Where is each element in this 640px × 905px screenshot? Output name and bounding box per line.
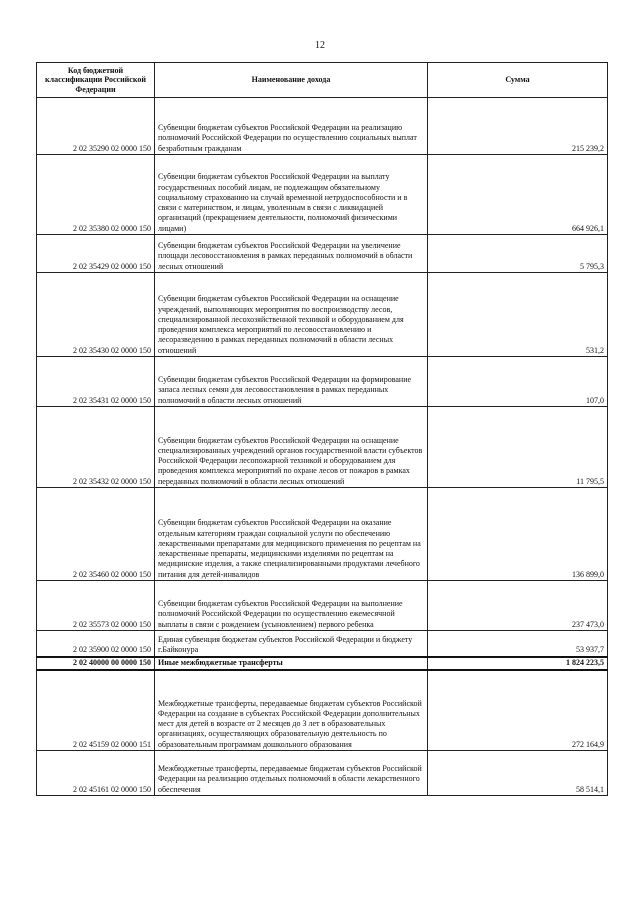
- cell-code: 2 02 35430 02 0000 150: [37, 273, 155, 357]
- cell-code: 2 02 35429 02 0000 150: [37, 235, 155, 273]
- cell-name: Субвенции бюджетам субъектов Российской Федерации на выполнение полномочий Российской Федерации по осуществлению ежемесячной выплаты в связи с рождением (усыновлением) первого ребенка: [155, 581, 428, 631]
- cell-code: 2 02 35573 02 0000 150: [37, 581, 155, 631]
- cell-sum: 11 795,5: [428, 407, 608, 488]
- cell-sum: 58 514,1: [428, 751, 608, 796]
- table-row: [37, 581, 608, 631]
- cell-sum: 215 239,2: [428, 98, 608, 155]
- cell-sum: 136 899,0: [428, 488, 608, 581]
- cell-sum: 664 926,1: [428, 155, 608, 235]
- cell-name: Субвенции бюджетам субъектов Российской Федерации на выплату государственных пособий лицам, не подлежащим обязательному социальному страхованию на случай временной нетрудоспособности и в связи с материнством, и лицам, уволенным в связи с ликвидацией организаций (прекращением деятельности, полномочий физическими лицами): [155, 155, 428, 235]
- cell-sum: 1 824 223,5: [428, 657, 608, 670]
- cell-name: Единая субвенция бюджетам субъектов Российской Федерации и бюджету г.Байконура: [155, 631, 428, 657]
- cell-code: 2 02 35900 02 0000 150: [37, 631, 155, 657]
- cell-sum: 107,0: [428, 357, 608, 407]
- cell-code: 2 02 35290 02 0000 150: [37, 98, 155, 155]
- cell-name: Субвенции бюджетам субъектов Российской Федерации на увеличение площади лесовосстановления в рамках переданных полномочий в области лесных отношений: [155, 235, 428, 273]
- table-row: [37, 631, 608, 657]
- page-number: 12: [315, 40, 325, 51]
- cell-code: 2 02 35431 02 0000 150: [37, 357, 155, 407]
- table-row: [37, 657, 608, 670]
- table-row: [37, 98, 608, 155]
- cell-sum: 5 795,3: [428, 235, 608, 273]
- cell-code: 2 02 35460 02 0000 150: [37, 488, 155, 581]
- cell-name: Субвенции бюджетам субъектов Российской Федерации на оснащение учреждений, выполняющих мероприятия по воспроизводству лесов, специализированной лесохозяйственной техникой и оборудованием для проведения комплекса мероприятий по лесовосстановлению и лесоразведению в рамках переданных полномочий в области лесных отношений: [155, 273, 428, 357]
- table-row: [37, 357, 608, 407]
- table-row: [37, 488, 608, 581]
- cell-code: 2 02 45159 02 0000 151: [37, 670, 155, 751]
- cell-name: Субвенции бюджетам субъектов Российской Федерации на оказание отдельным категориям граждан социальной услуги по обеспечению лекарственными препаратами для медицинского применения по рецептам на лекарственные препараты, медицинскими изделиями по рецептам на медицинские изделия, а также специализированными продуктами лечебного питания для детей-инвалидов: [155, 488, 428, 581]
- cell-sum: 53 937,7: [428, 631, 608, 657]
- table-row: [37, 273, 608, 357]
- cell-name: Межбюджетные трансферты, передаваемые бюджетам субъектов Российской Федерации на создание в субъектах Российской Федерации дополнительных мест для детей в возрасте от 2 месяцев до 3 лет в образовательных организациях, осуществляющих образовательную деятельность по образовательным программам дошкольного образования: [155, 670, 428, 751]
- cell-code: 2 02 40000 00 0000 150: [37, 657, 155, 670]
- cell-name: Субвенции бюджетам субъектов Российской Федерации на оснащение специализированных учреждений органов государственной власти субъектов Российской Федерации лесопожарной техникой и оборудованием для проведения комплекса мероприятий по охране лесов от пожаров в рамках переданных полномочий в области лесных отношений: [155, 407, 428, 488]
- cell-code: 2 02 35432 02 0000 150: [37, 407, 155, 488]
- table-body: [37, 98, 608, 796]
- header-code: Код бюджетной классификации Российской Федерации: [37, 63, 155, 98]
- table-row: [37, 751, 608, 796]
- cell-code: 2 02 35380 02 0000 150: [37, 155, 155, 235]
- cell-name: Субвенции бюджетам субъектов Российской Федерации на формирование запаса лесных семян для лесовосстановления в рамках переданных полномочий в области лесных отношений: [155, 357, 428, 407]
- cell-code: 2 02 45161 02 0000 150: [37, 751, 155, 796]
- cell-name: Субвенции бюджетам субъектов Российской Федерации на реализацию полномочий Российской Федерации по осуществлению социальных выплат безработным гражданам: [155, 98, 428, 155]
- table-row: [37, 670, 608, 751]
- table-row: [37, 155, 608, 235]
- header-name: Наименование дохода: [155, 63, 428, 98]
- table-row: [37, 407, 608, 488]
- table-row: [37, 235, 608, 273]
- cell-name: Межбюджетные трансферты, передаваемые бюджетам субъектов Российской Федерации на реализацию отдельных полномочий в области лекарственного обеспечения: [155, 751, 428, 796]
- table-header-row: [37, 63, 608, 98]
- budget-revenue-table: [36, 62, 608, 796]
- cell-sum: 237 473,0: [428, 581, 608, 631]
- cell-name: Иные межбюджетные трансферты: [155, 657, 428, 670]
- cell-sum: 272 164,9: [428, 670, 608, 751]
- header-sum: Сумма: [428, 63, 608, 98]
- cell-sum: 531,2: [428, 273, 608, 357]
